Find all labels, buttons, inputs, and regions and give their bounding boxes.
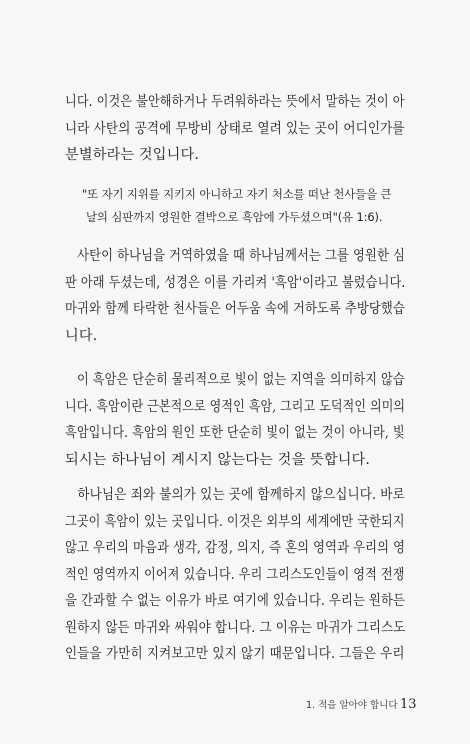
- text-line: 사탄이 하나님을 거역하였을 때 하나님께서는 그를 영원한 심: [77, 248, 405, 264]
- paragraph: [65, 367, 405, 473]
- text-line: 니라 사탄의 공격에 무방비 상태로 열려 있는 곳이 어디인가를: [65, 120, 405, 137]
- paragraph-continued: [65, 89, 405, 169]
- quote-line: "또 자기 지위를 지키지 아니하고 자기 처소를 떠난 천사들을 큰: [82, 187, 392, 201]
- text-line: 마귀와 함께 타락한 천사들은 어두움 속에 거하도록 추방당했습: [65, 301, 405, 317]
- text-line: 인들을 가만히 지켜보고만 있지 않기 때문입니다. 그들은 우리: [65, 646, 405, 662]
- text-line: 분별하라는 것입니다.: [65, 147, 200, 163]
- text-line: 되시는 하나님이 계시지 않는다는 것을 뜻합니다.: [65, 451, 371, 468]
- text-line: 적인 영역까지 이어져 있습니다. 우리 그리스도인들이 영적 전쟁: [65, 566, 405, 583]
- text-line: 판 아래 두셨는데, 성경은 이를 가리켜 '흑암'이라고 불렀습니다.: [65, 274, 406, 291]
- text-line: 이 흑암은 단순히 물리적으로 빛이 없는 지역을 의미하지 않습: [76, 372, 405, 388]
- scripture-quote: [82, 183, 412, 229]
- running-footer-chapter-title: 1. 적을 알아야 합니다: [306, 700, 398, 711]
- text-line: 니다.: [65, 327, 98, 344]
- paragraph: [65, 482, 405, 668]
- paragraph: [65, 243, 405, 349]
- page-number: 13: [400, 697, 417, 712]
- text-line: 을 간과할 수 없는 이유가 바로 여기에 있습니다. 우리는 원하든: [65, 593, 405, 609]
- text-line: 니다. 흑암이란 근본적으로 영적인 흑암, 그리고 도덕적인 의미의: [65, 398, 406, 415]
- text-line: 니다. 이것은 불안해하거나 두려워하라는 뜻에서 말하는 것이 아: [65, 94, 405, 110]
- text-line: 흑암입니다. 흑암의 원인 또한 단순히 빛이 없는 것이 아니라, 빛: [65, 425, 405, 441]
- text-line: 그곳이 흑암이 있는 곳입니다. 이것은 외부의 세계에만 국한되지: [65, 513, 405, 530]
- quote-line: 날의 심판까지 영원한 결박으로 흑암에 가두셨으며"(유 1:6).: [86, 210, 383, 224]
- text-line: 원하지 않든 마귀와 싸워야 합니다. 그 이유는 마귀가 그리스도: [65, 619, 406, 636]
- text-line: 하나님은 죄와 불의가 있는 곳에 함께하지 않으십니다. 바로: [77, 487, 405, 503]
- text-line: 않고 우리의 마음과 생각, 감정, 의지, 즉 혼의 영역과 우리의 영: [65, 540, 406, 556]
